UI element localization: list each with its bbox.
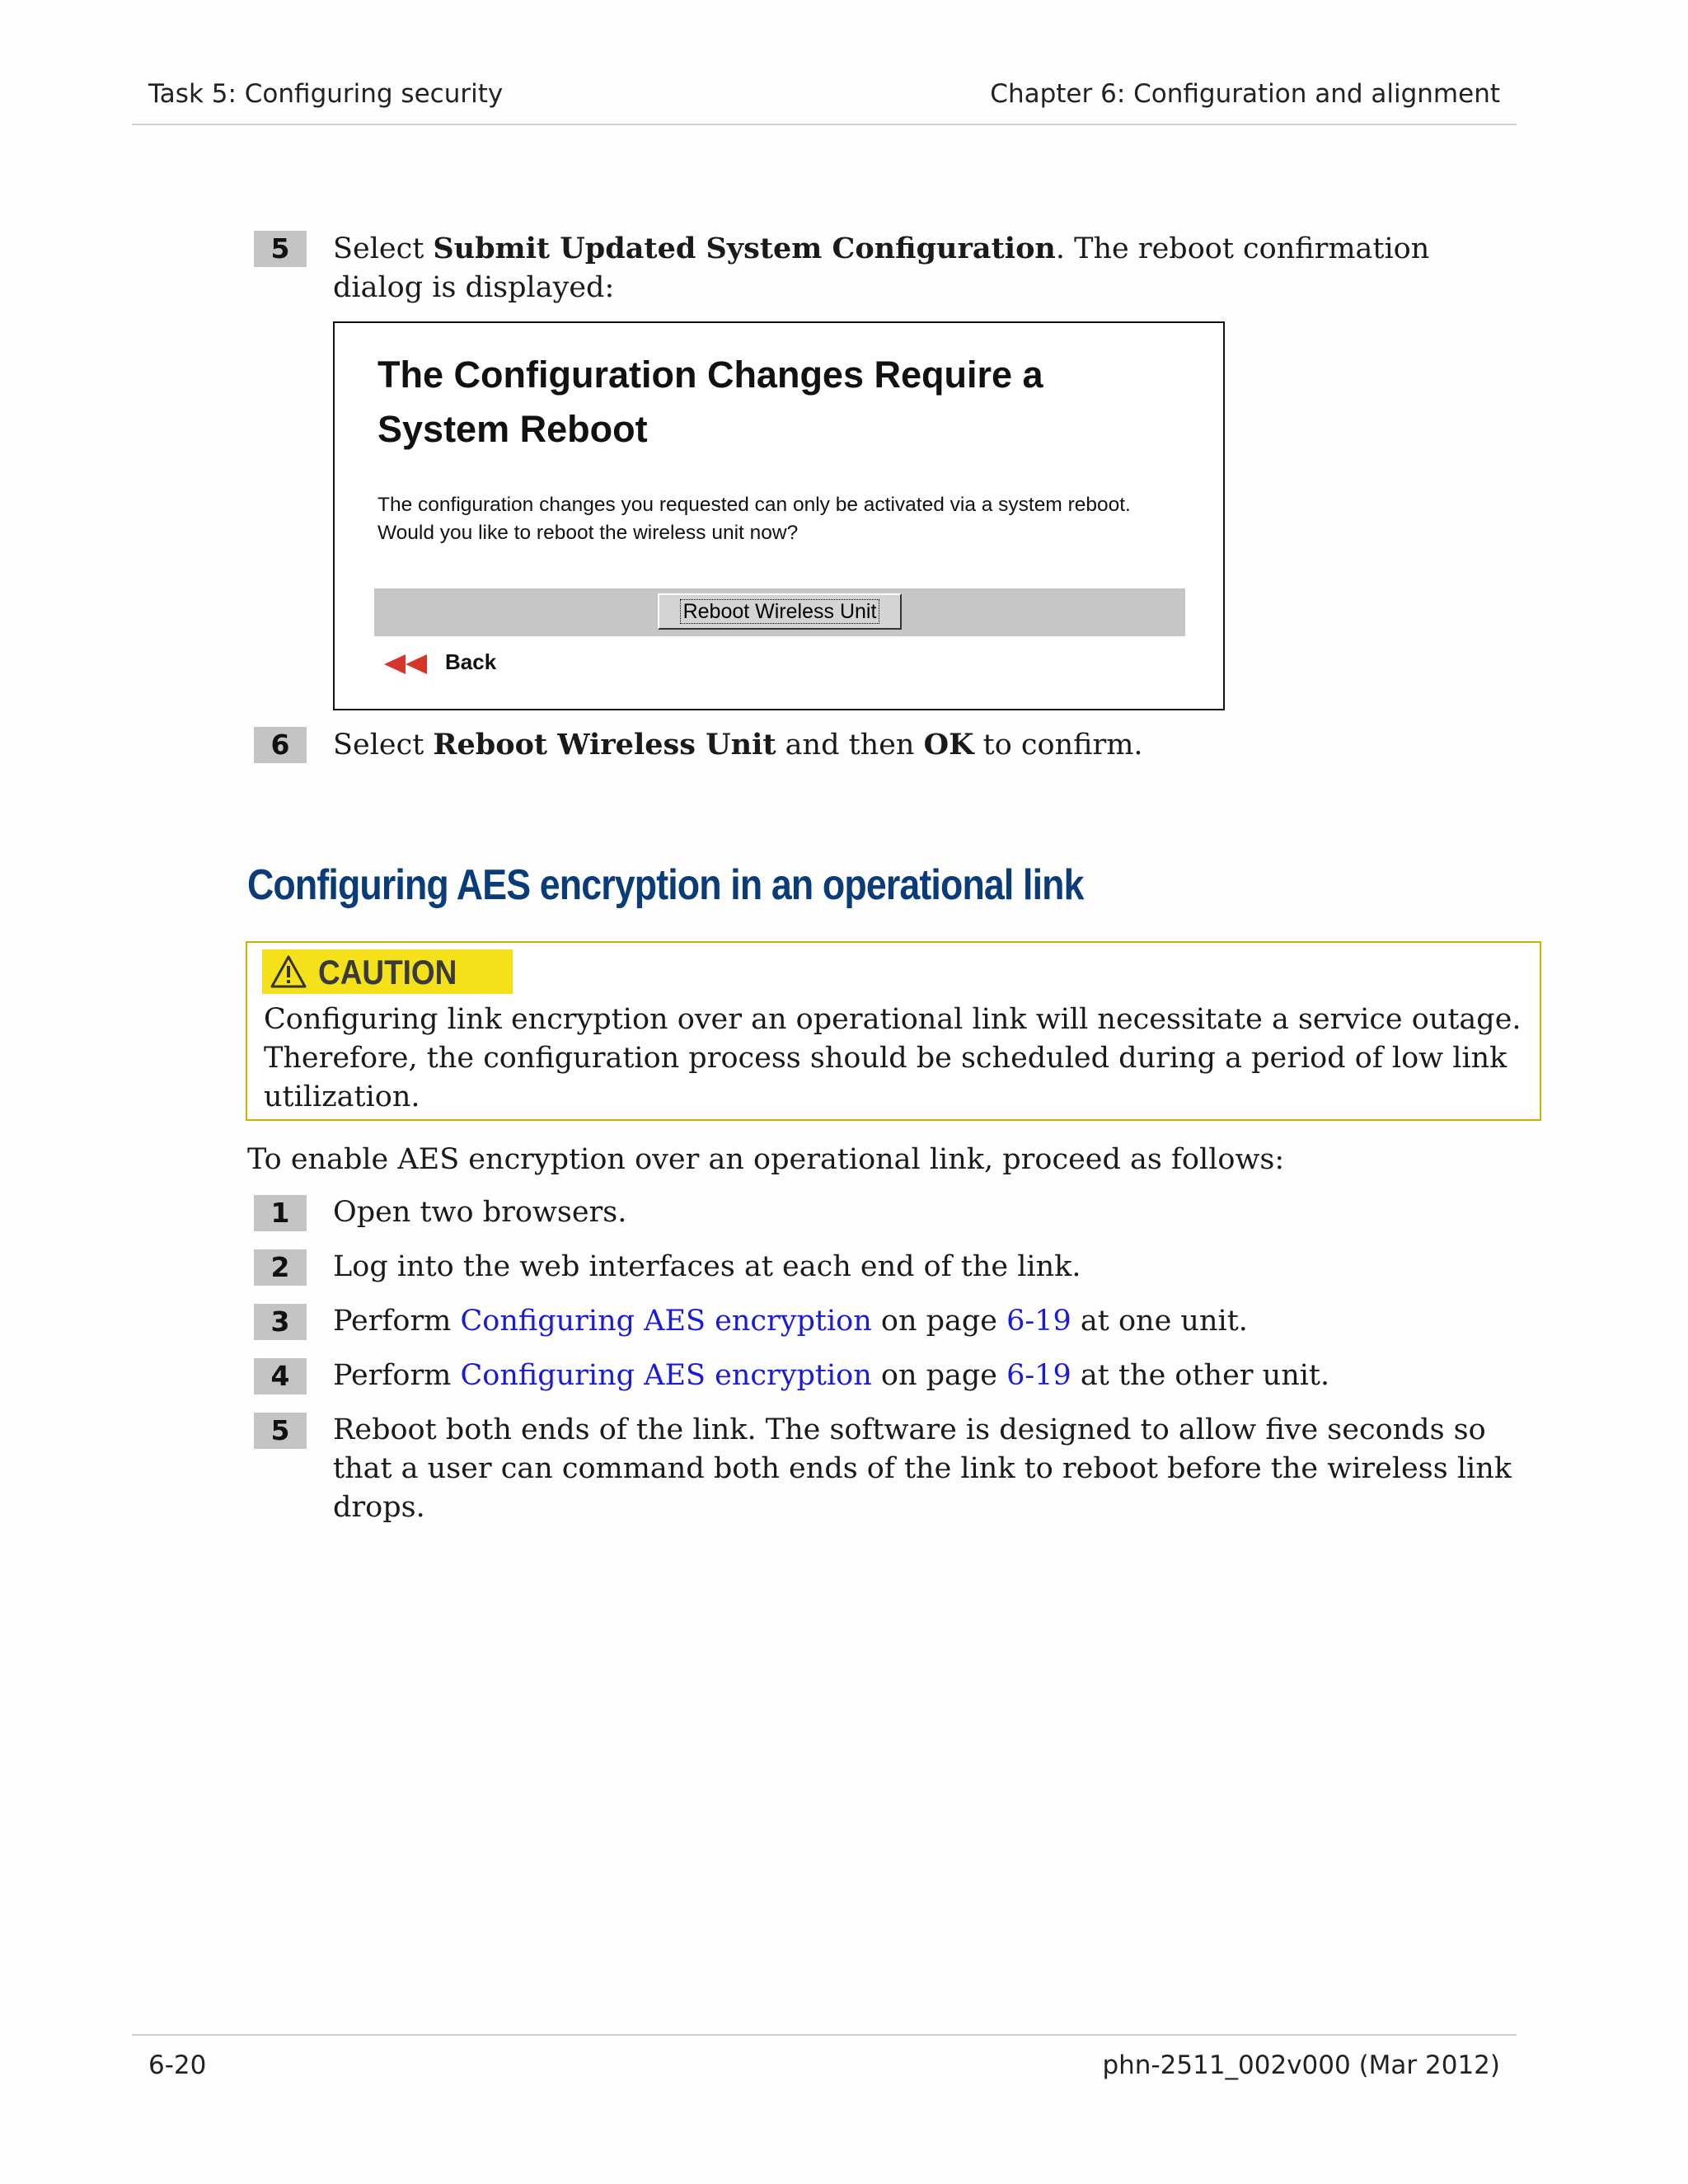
step-text: Reboot both ends of the link. The software is designed to allow five seconds so that a user can command both ends of the link to reboot before the wireless link drops. (333, 1413, 1512, 1524)
intro-paragraph: To enable AES encryption over an operational link, proceed as follows: (247, 1143, 1285, 1176)
header-rule (132, 124, 1517, 125)
step-text: Select Submit Updated System Configuration. The reboot confirmation dialog is displayed: (333, 232, 1430, 304)
step-number: 6 (254, 727, 307, 763)
cross-reference-link[interactable]: Configuring AES encryption (460, 1305, 872, 1338)
step-text: Select Reboot Wireless Unit and then OK to confirm. (333, 728, 1143, 762)
warning-triangle-icon (270, 954, 307, 989)
reboot-wireless-unit-button[interactable]: Reboot Wireless Unit (658, 593, 902, 630)
footer-rule (132, 2034, 1517, 2036)
header-chapter-title: Chapter 6: Configuration and alignment (990, 79, 1500, 109)
page-reference-link[interactable]: 6-19 (1006, 1305, 1071, 1338)
reboot-dialog-screenshot (333, 321, 1225, 710)
step-number: 4 (254, 1358, 307, 1394)
back-link[interactable]: Back (445, 649, 497, 674)
step-number: 5 (254, 1413, 307, 1449)
dialog-title: The Configuration Changes Require a System Reboot (377, 354, 1043, 450)
step-number: 2 (254, 1249, 307, 1286)
document-id: phn-2511_002v000 (Mar 2012) (1102, 2050, 1500, 2080)
step-number: 1 (254, 1195, 307, 1231)
caution-text: Configuring link encryption over an operational link will necessitate a service outage. Therefore, the configuration process should be scheduled during a period of low link utilization. (264, 1003, 1522, 1113)
step-text: Perform Configuring AES encryption on page 6-19 at the other unit. (333, 1359, 1330, 1392)
page-reference-link[interactable]: 6-19 (1006, 1359, 1071, 1392)
step-text: Log into the web interfaces at each end of the link. (333, 1250, 1081, 1283)
dialog-message: The configuration changes you requested can only be activated via a system reboot. Would you like to reboot the wireless unit now? (377, 494, 1131, 544)
header-section-title: Task 5: Configuring security (148, 79, 504, 109)
step-text: Perform Configuring AES encryption on page 6-19 at one unit. (333, 1305, 1248, 1338)
caution-label (262, 949, 513, 994)
cross-reference-link[interactable]: Configuring AES encryption (460, 1359, 872, 1392)
section-heading: Configuring AES encryption in an operational link (247, 861, 1084, 909)
step-number: 5 (254, 231, 307, 267)
caution-box (246, 941, 1541, 1121)
page-number: 6-20 (148, 2050, 207, 2080)
double-left-arrow-icon[interactable] (384, 651, 430, 677)
dialog-button-bar (374, 588, 1185, 636)
step-number: 3 (254, 1304, 307, 1340)
step-text: Open two browsers. (333, 1196, 627, 1229)
caution-word: CAUTION (318, 953, 457, 991)
